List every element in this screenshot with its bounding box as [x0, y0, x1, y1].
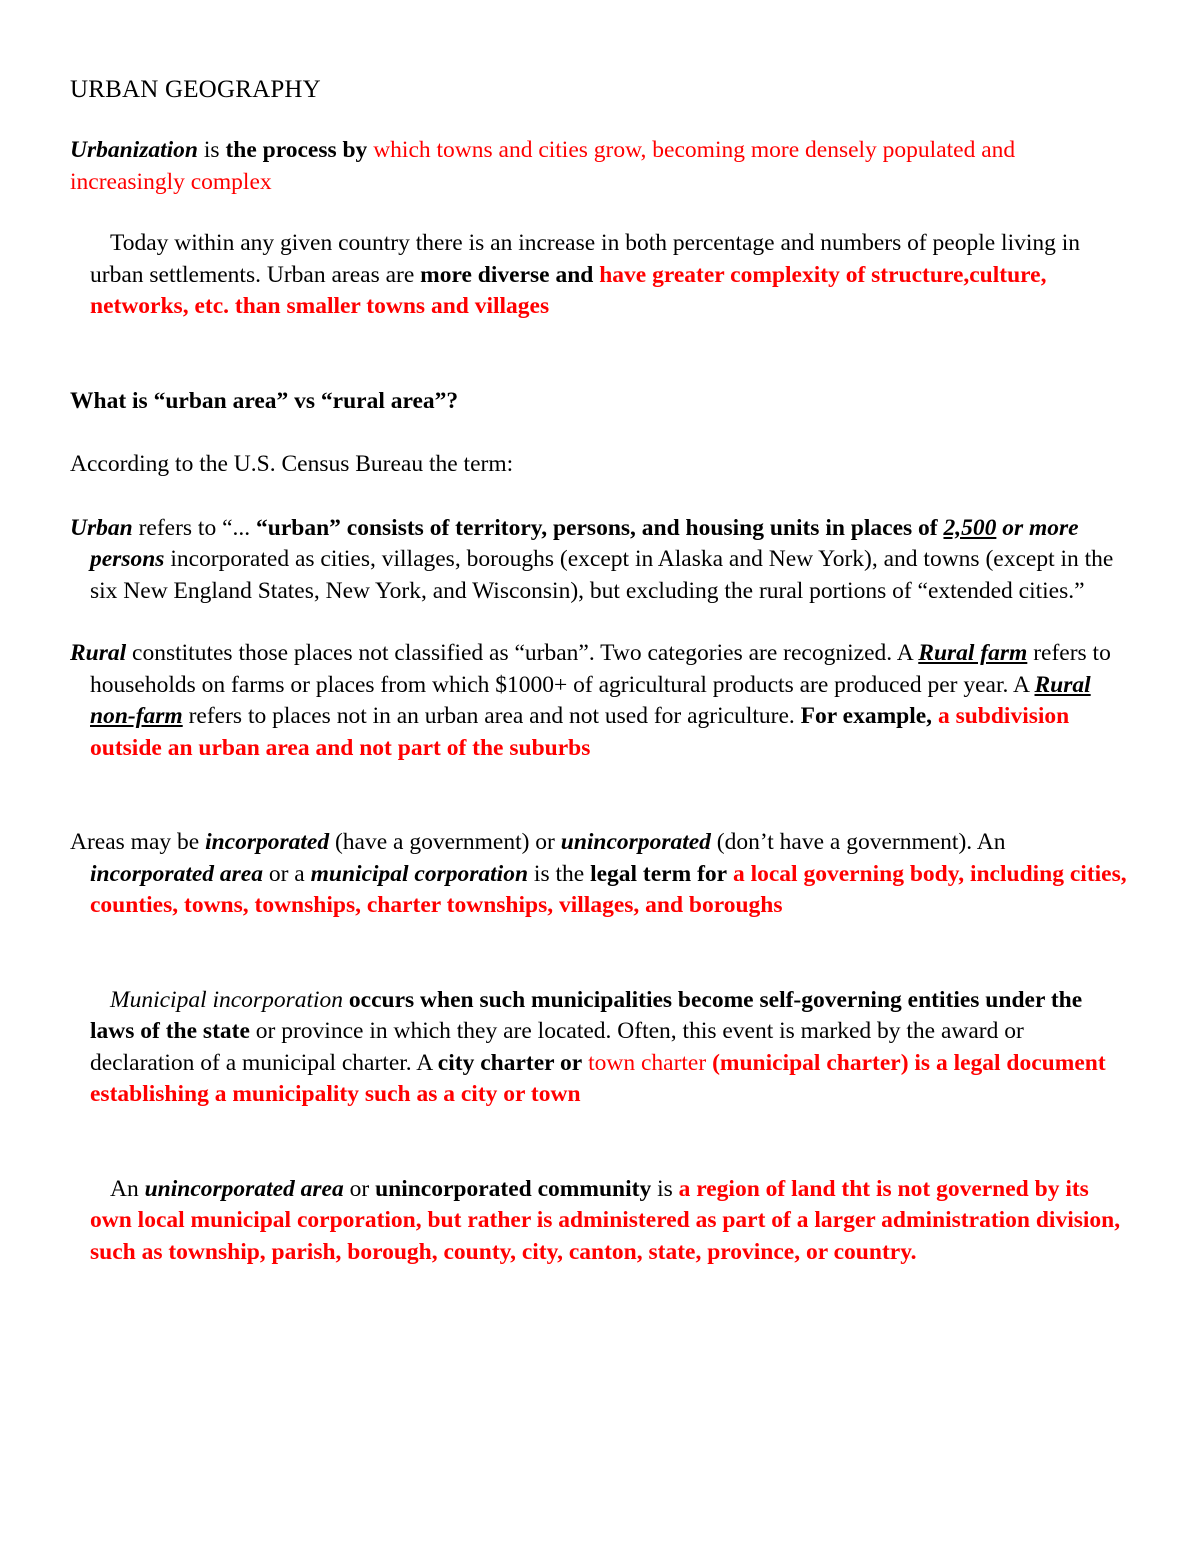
text: Areas may be — [70, 829, 206, 855]
text: or province in which they are located. Often, this event is marked by the award or declaration of a municipal charter. A — [90, 1018, 1024, 1076]
text: refers to places not in an urban area and not used for agriculture. — [182, 703, 801, 729]
question-heading: What is “urban area” vs “rural area”? — [70, 387, 459, 414]
text: is — [651, 1175, 679, 1202]
text-bold: occurs when such municipalities become self-governing entities under the laws of the state — [90, 986, 1083, 1044]
text: incorporated as cities, villages, boroughs (except in Alaska and New York), and towns (except in the six New England States, New York, and Wisconsin), but excluding the rural portions of “extended cities.” — [90, 546, 1114, 604]
text-red-bold: a local governing body, including cities, counties, towns, townships, charter townships, villages, and boroughs — [90, 860, 1127, 918]
text-bold: more diverse and — [420, 261, 594, 288]
term-incorporated: incorporated — [205, 829, 330, 855]
text: (don’t have a government). An — [710, 829, 1006, 855]
term-unincorporated: unincorporated — [560, 829, 711, 855]
text: refers to “... — [132, 514, 257, 541]
urban-settlements-paragraph — [70, 228, 1130, 323]
urbanization-definition — [70, 135, 1130, 198]
text: An — [110, 1175, 145, 1202]
term-unincorporated-community: unincorporated community — [375, 1175, 652, 1202]
text: or — [343, 1175, 376, 1202]
term-rural-non-farm: Rural non-farm — [90, 671, 1091, 729]
term-urban: Urban — [70, 514, 133, 541]
text-red-bold: have greater complexity of structure,culture, networks, etc. than smaller towns and villages — [90, 261, 1047, 319]
text-red: town charter — [588, 1049, 707, 1076]
urban-vs-rural-question — [70, 386, 1130, 418]
text-bold: “urban” consists of territory, persons, and housing units in places of — [256, 514, 938, 541]
incorporated-areas-paragraph — [70, 827, 1130, 922]
urban-definition — [70, 513, 1130, 608]
text-red-bold: a region of land tht is not governed by its own local municipal corporation, but rather is administered as part of a larger administration division, such as township, parish, borough, county, city, canton, state, province, or country. — [90, 1175, 1121, 1265]
text-bold-italic: or more persons — [90, 514, 1079, 572]
text: or a — [262, 860, 311, 887]
term-incorporated-area: incorporated area — [90, 860, 263, 887]
text-red: which towns and cities grow, becoming more densely populated and increasingly complex — [70, 137, 1016, 195]
census-intro: According to the U.S. Census Bureau the term: — [70, 451, 514, 477]
text-red-bold: (municipal charter) is a legal document establishing a municipality such as a city or town — [90, 1049, 1106, 1107]
text-bold: legal term for — [590, 860, 728, 887]
municipal-incorporation-paragraph — [70, 985, 1130, 1111]
text-red-bold: a subdivision outside an urban area and not part of the suburbs — [90, 703, 1070, 761]
population-threshold: 2,500 — [943, 514, 997, 541]
text: constitutes those places not classified as “urban”. Two categories are recognized. A — [126, 640, 919, 666]
term-urbanization: Urbanization — [70, 137, 198, 163]
text: Today within any given country there is an increase in both percentage and numbers of people living in urban settlements. Urban areas are — [90, 230, 1081, 288]
text: is the — [528, 860, 591, 887]
text-bold: For example, — [800, 703, 933, 729]
text-bold: city charter or — [437, 1049, 583, 1076]
unincorporated-area-paragraph — [70, 1174, 1130, 1269]
text-bold: the process by — [225, 137, 368, 163]
term-unincorporated-area: unincorporated area — [144, 1175, 344, 1202]
text: (have a government) or — [329, 829, 561, 855]
rural-definition — [70, 638, 1130, 764]
term-municipal-corporation: municipal corporation — [310, 860, 529, 887]
term-rural: Rural — [70, 640, 127, 666]
text: refers to households on farms or places from which $1000+ of agricultural products are produced per year. A — [90, 640, 1111, 698]
term-rural-farm: Rural farm — [918, 640, 1028, 666]
term-municipal-incorporation: Municipal incorporation — [110, 986, 344, 1013]
text: is — [198, 137, 226, 163]
document-title: URBAN GEOGRAPHY — [70, 76, 321, 103]
